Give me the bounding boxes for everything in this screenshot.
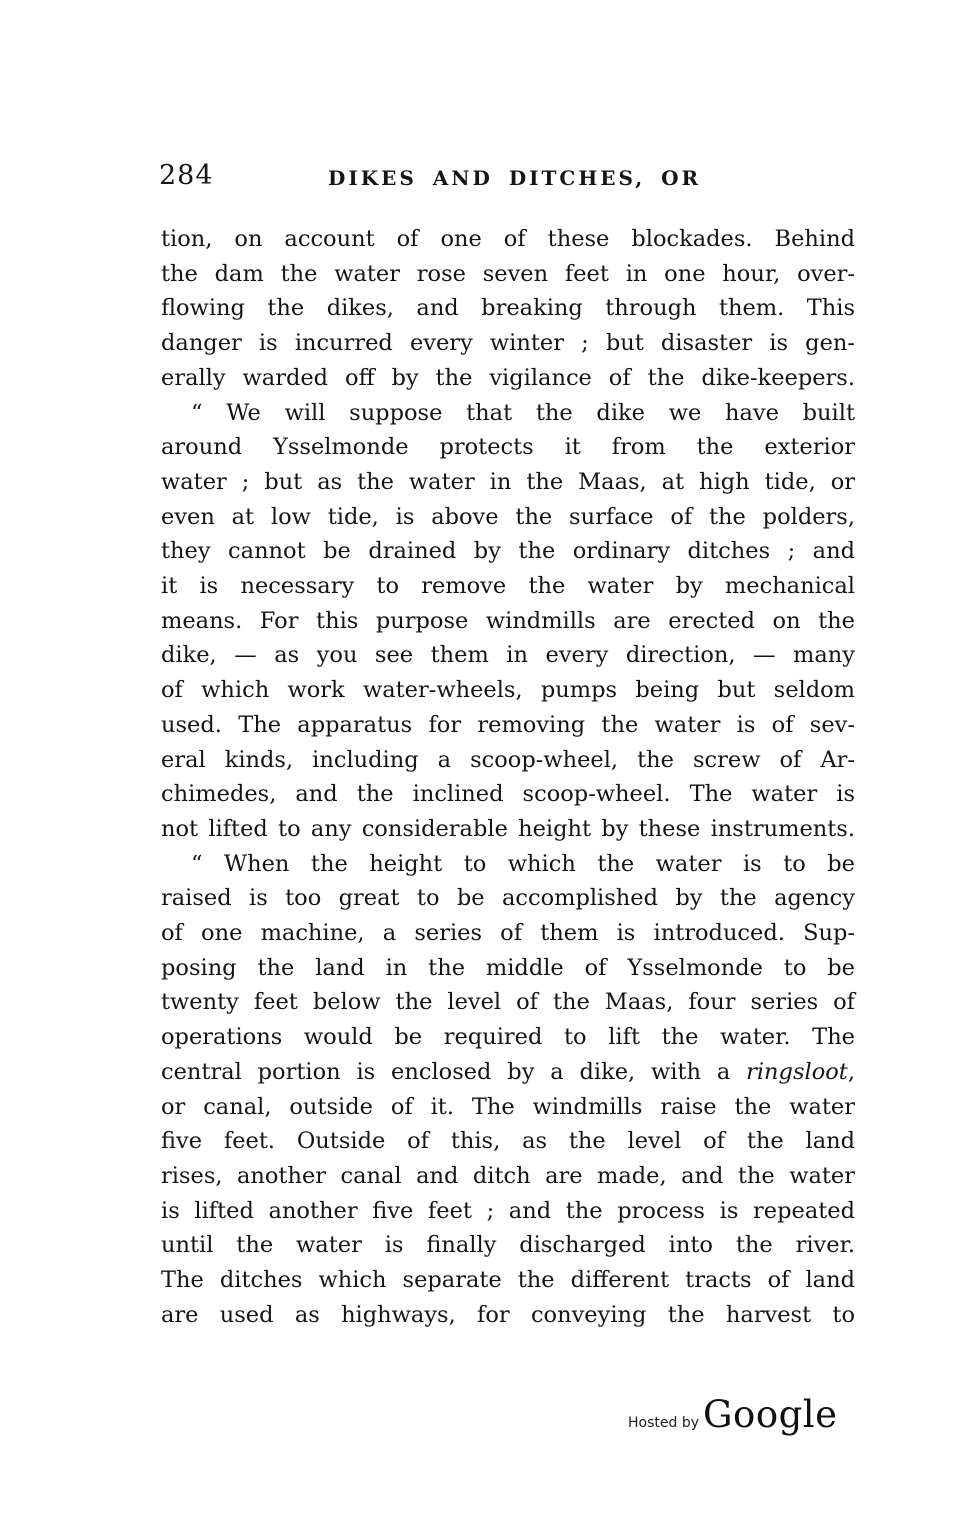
hosted-by-label: Hosted by: [628, 1415, 699, 1431]
text-line: of which work water-wheels, pumps being but seldom: [161, 677, 855, 704]
text-line: erally warded off by the vigilance of the dike-keepers.: [161, 364, 855, 391]
text-line: “ We will suppose that the dike we have built: [191, 399, 855, 426]
text-line: danger is incurred every winter ; but disaster is gen-: [161, 330, 855, 357]
text-line: is lifted another five feet ; and the process is repeated: [161, 1197, 855, 1224]
text-line: even at low tide, is above the surface of the polders,: [161, 503, 855, 530]
paragraph: [161, 847, 855, 1333]
text-line: rises, another canal and ditch are made, and the water: [161, 1162, 855, 1189]
text-line: of one machine, a series of them is introduced. Sup-: [161, 920, 855, 947]
text-line: or canal, outside of it. The windmills raise the water: [161, 1093, 855, 1120]
text-line: The ditches which separate the different tracts of land: [161, 1267, 855, 1294]
text-line: flowing the dikes, and breaking through them. This: [161, 295, 855, 322]
text-line: central portion is enclosed by a dike, with a ringsloot,: [161, 1058, 855, 1085]
text-line: chimedes, and the inclined scoop-wheel. The water is: [161, 781, 855, 808]
text-line: are used as highways, for conveying the harvest to: [161, 1301, 855, 1328]
text-line: around Ysselmonde protects it from the exterior: [161, 434, 855, 461]
text-line: eral kinds, including a scoop-wheel, the screw of Ar-: [161, 746, 855, 773]
text-line: dike, — as you see them in every direction, — many: [161, 642, 855, 669]
text-line: until the water is finally discharged into the river.: [161, 1232, 855, 1259]
text-line: twenty feet below the level of the Maas, four series of: [161, 989, 855, 1016]
text-line: means. For this purpose windmills are erected on the: [161, 607, 855, 634]
text-line: tion, on account of one of these blockades. Behind: [161, 226, 855, 252]
google-logo: Google: [703, 1393, 838, 1436]
page-number: 284: [159, 160, 214, 191]
text-line: the dam the water rose seven feet in one hour, over-: [161, 260, 855, 287]
text-line: “ When the height to which the water is to be: [191, 850, 855, 877]
paragraph: [161, 222, 855, 396]
text-line: five feet. Outside of this, as the level of the land: [161, 1128, 855, 1155]
google-books-watermark: [628, 1393, 838, 1436]
text-line: posing the land in the middle of Ysselmonde to be: [161, 954, 855, 981]
running-header: DIKES AND DITCHES, OR: [328, 166, 702, 190]
paragraph: [161, 396, 855, 847]
text-line: they cannot be drained by the ordinary ditches ; and: [161, 538, 855, 565]
text-line: not lifted to any considerable height by these instruments.: [161, 815, 855, 842]
text-line: water ; but as the water in the Maas, at high tide, or: [161, 468, 855, 495]
text-line: operations would be required to lift the water. The: [161, 1024, 855, 1051]
text-line: used. The apparatus for removing the water is of sev-: [161, 711, 855, 738]
text-line: it is necessary to remove the water by mechanical: [161, 573, 855, 600]
text-line: raised is too great to be accomplished by the agency: [161, 885, 855, 912]
body-text: [161, 222, 855, 1333]
